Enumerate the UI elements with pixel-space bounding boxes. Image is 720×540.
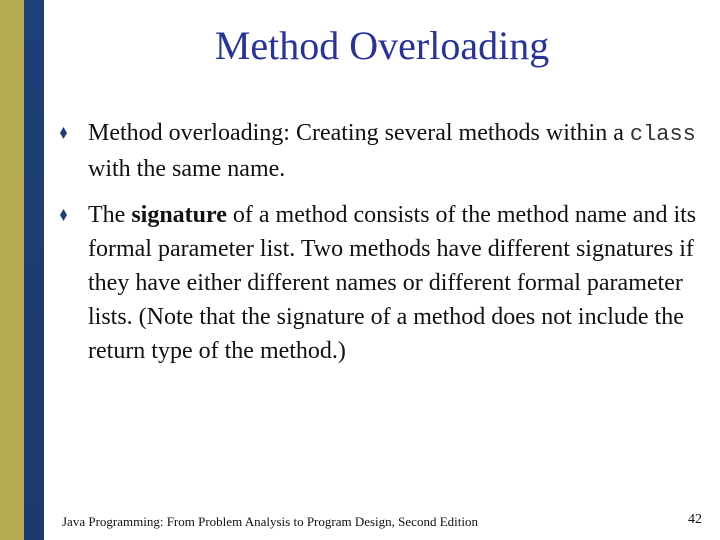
decorative-side-bar-navy xyxy=(24,0,44,540)
bullet-item-overloading xyxy=(60,116,700,186)
decorative-side-bar-olive xyxy=(0,0,24,540)
slide-title: Method Overloading xyxy=(214,23,550,68)
bullet-text-part: Method overloading: Creating several methods within a xyxy=(88,120,630,146)
slide-content xyxy=(60,116,700,380)
page-number: 42 xyxy=(688,512,702,527)
diamond-bullet-icon xyxy=(60,209,67,221)
code-keyword-class: class xyxy=(629,122,696,147)
diamond-bullet-icon xyxy=(60,127,67,139)
footer-book-title: Java Programming: From Problem Analysis to Program Design, Second Edition xyxy=(62,514,478,529)
bullet-text-part: The xyxy=(88,202,132,228)
bullet-text-part: of a method consists of the method name and its formal parameter list. Two methods have different signatures if they have either different names or different formal parameter lists. (Note that the signature of a method does not include the return type of the method.) xyxy=(88,202,697,364)
bullet-item-signature xyxy=(60,198,700,368)
bold-term-signature: signature xyxy=(131,202,227,228)
bullet-text-part: with the same name. xyxy=(88,156,286,182)
